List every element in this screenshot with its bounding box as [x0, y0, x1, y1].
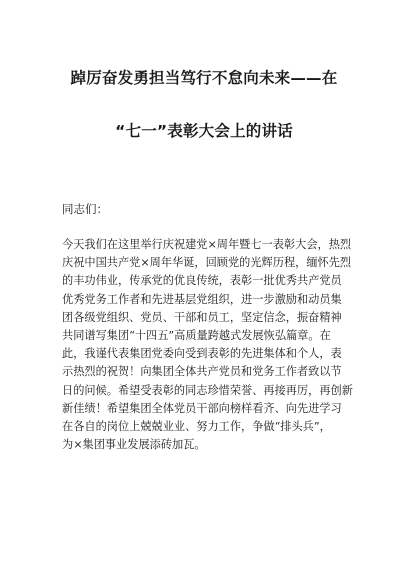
body-line: 日的问候。希望受表彰的同志珍惜荣誉、再接再厉，再创新: [62, 383, 353, 397]
body-line: 庆祝中国共产党×周年华诞，回顾党的光辉历程，缅怀先烈: [62, 256, 352, 270]
body-line: 新佳绩！希望集团全体党员干部向榜样看齐、向先进学习: [62, 401, 342, 415]
document-title-line-1: 踔厉奋发勇担当笃行不怠向未来——在: [70, 69, 338, 87]
body-line: 今天我们在这里举行庆祝建党×周年暨七一表彰大会，热烈: [62, 238, 352, 251]
greeting: 同志们：: [62, 202, 108, 216]
document-title-line-2: “七一”表彰大会上的讲话: [115, 122, 293, 140]
body-line: 为×集团事业发展添砖加瓦。: [62, 438, 206, 452]
body-line: 团各级党组织、党员、干部和员工，坚定信念，振奋精神: [62, 310, 342, 324]
body-line: 在各自的岗位上兢兢业业、努力工作，争做“排头兵”，: [62, 419, 331, 433]
body-line: 此，我谨代表集团党委向受到表彰的先进集体和个人，表: [62, 347, 342, 361]
body-line: 的丰功伟业，传承党的优良传统，表彰一批优秀共产党员: [62, 274, 342, 288]
body-line: 共同谱写集团“十四五”高质量跨越式发展恢弘篇章。在: [62, 328, 331, 342]
body-paragraph: [62, 236, 362, 454]
body-line: 优秀党务工作者和先进基层党组织，进一步激励和动员集: [62, 292, 342, 306]
body-line: 示热烈的祝贺！向集团全体共产党员和党务工作者致以节: [62, 365, 342, 379]
